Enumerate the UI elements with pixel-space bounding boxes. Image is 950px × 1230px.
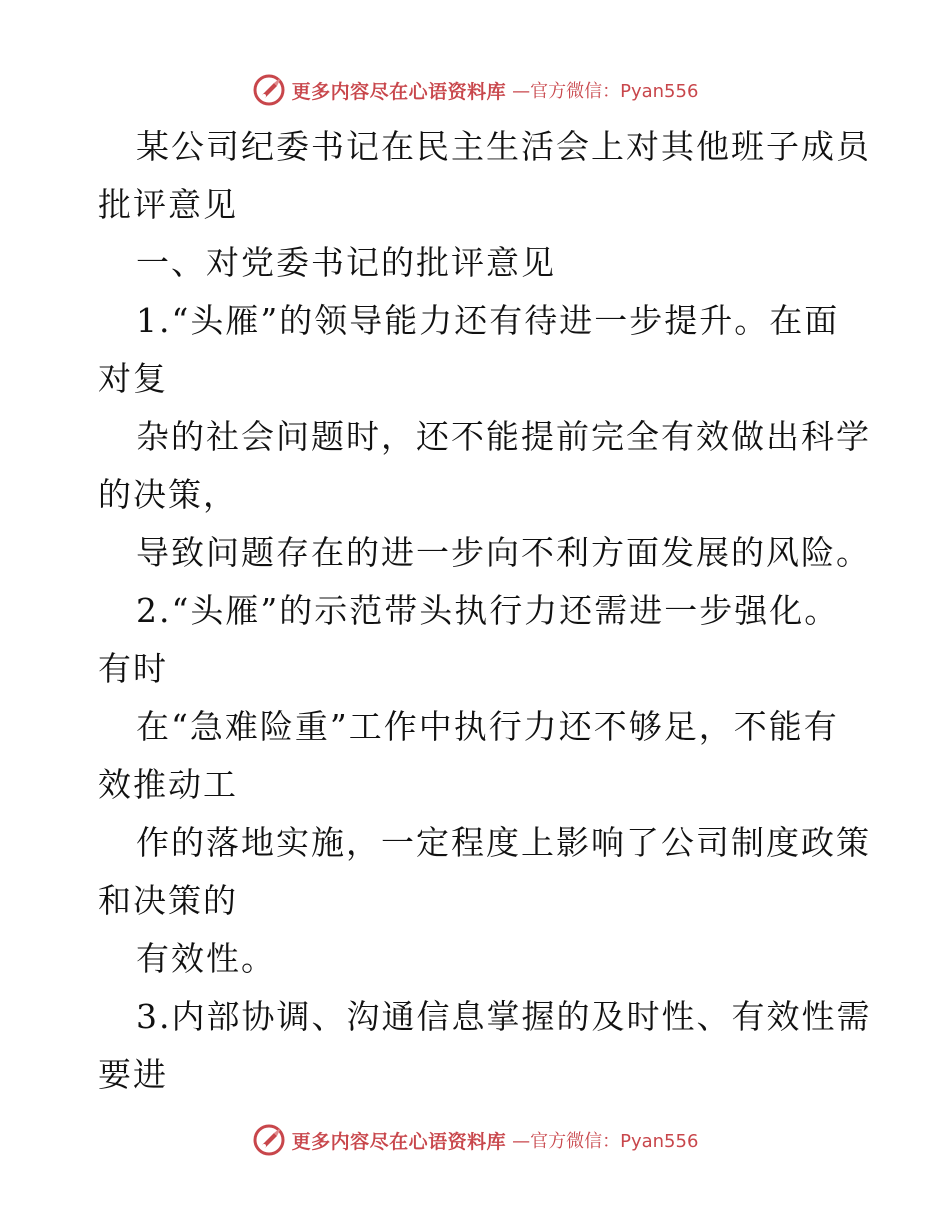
header-watermark-banner	[0, 70, 950, 110]
banner-main-text: 更多内容尽在心语资料库	[291, 80, 507, 103]
text-line: 某公司纪委书记在民主生活会上对其他班子成员	[136, 127, 871, 166]
text-line: 效推动工	[98, 765, 238, 804]
section-heading: 一、对党委书记的批评意见	[136, 243, 556, 282]
text-line: 导致问题存在的进一步向不利方面发展的风险。	[136, 533, 871, 572]
text-line: 在“急难险重”工作中执行力还不够足，不能有	[136, 707, 839, 746]
text-line: 的决策，	[98, 475, 238, 514]
text-line: 有时	[98, 649, 168, 688]
logo-icon	[252, 1123, 286, 1157]
banner-main-text: 更多内容尽在心语资料库	[291, 1130, 507, 1153]
logo-icon	[252, 73, 286, 107]
text-line: 对复	[98, 359, 168, 398]
text-line: 1.“头雁”的领导能力还有待进一步提升。在面	[136, 301, 840, 340]
text-line: 和决策的	[98, 881, 238, 920]
text-line: 作的落地实施，一定程度上影响了公司制度政策	[136, 823, 871, 862]
text-line: 有效性。	[136, 939, 276, 978]
text-line: 2.“头雁”的示范带头执行力还需进一步强化。	[136, 591, 840, 630]
text-line: 批评意见	[98, 185, 238, 224]
footer-watermark-banner	[0, 1120, 950, 1160]
banner-sub-text: —官方微信：Pyan556	[512, 1131, 699, 1152]
text-line: 杂的社会问题时，还不能提前完全有效做出科学	[136, 417, 871, 456]
banner-sub-text: —官方微信：Pyan556	[512, 81, 699, 102]
document-body	[98, 118, 872, 1104]
text-line: 3.内部协调、沟通信息掌握的及时性、有效性需	[136, 997, 872, 1036]
text-line: 要进	[98, 1055, 168, 1094]
